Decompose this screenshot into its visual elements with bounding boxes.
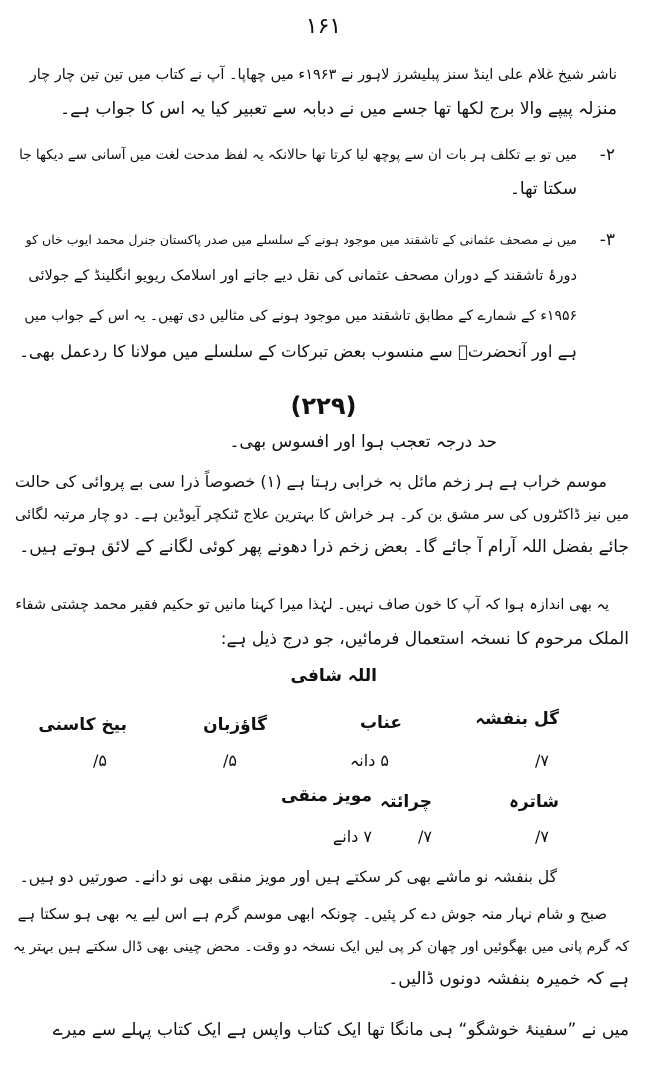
body-line: سکتا تھا۔ <box>509 179 577 199</box>
ingredient-amount: ۵/ <box>93 751 107 770</box>
ingredient-name: بیخ کاسنی <box>38 715 127 735</box>
page-number: ۱۶۱ <box>305 14 342 39</box>
letter-line: میں نیز ڈاکٹروں کی سر مشق بن کر۔ ہر خراش کا بہترین علاج ٹنکچر آیوڈین ہے۔ دو چار مرتبہ لگائی <box>15 507 629 523</box>
letter-line: موسم خراب ہے ہر زخم مائل بہ خرابی رہتا ہے (۱) خصوصاً ذرا سی بے پروائی کی حالت <box>14 472 607 491</box>
ingredient-name: شاترہ <box>508 792 559 812</box>
closing-line: میں نے ”سفینۂ خوشگو“ ہی مانگا تھا ایک کتاب واپس ہے ایک کتاب پہلے سے میرے <box>52 1020 629 1040</box>
list-number: ۲- <box>599 145 615 165</box>
ingredient-name: گل بنفشہ <box>475 709 559 729</box>
closing-line: کہ گرم پانی میں بھگوئیں اور چھان کر پی لیں ایک نسخہ دو وقت۔ محض چینی بھی ڈال سکتے ہیں بہتر یہ <box>13 939 629 955</box>
closing-line: صبح و شام نہار منہ جوش دے کر پئیں۔ چونکہ ابھی موسم گرم ہے اس لیے یہ بھی ہو سکتا ہے <box>17 905 607 923</box>
body-line: ۱۹۵۶ء کے شمارے کے مطابق تاشقند میں موجود ہونے کی مثالیں دی تھیں۔ یہ اس کے جواب میں <box>24 308 577 324</box>
invocation: اللہ شافی <box>290 666 377 686</box>
body-line: میں تو بے تکلف ہر بات ان سے پوچھ لیا کرتا تھا حالانکہ یہ لفظ مدحت لغت میں آسانی سے دیکھا جا <box>19 147 577 163</box>
ingredient-name: گاؤزبان <box>203 715 267 735</box>
body-line: ناشر شیخ غلام علی اینڈ سنز پبلیشرز لاہور نے ۱۹۶۳ء میں چھاپا۔ آپ نے کتاب میں تین تین چار چار <box>29 67 617 83</box>
letter-line: حد درجہ تعجب ہوا اور افسوس بھی۔ <box>229 432 497 452</box>
ingredient-amount: ۷/ <box>418 827 432 846</box>
ingredient-name: چرائتہ <box>380 792 432 812</box>
ingredient-amount: ۷ دانے <box>332 827 372 846</box>
ingredient-amount: ۷/ <box>535 751 549 770</box>
ingredient-name: مویز منقی <box>281 786 372 806</box>
closing-line: گل بنفشہ نو ماشے بھی کر سکتے ہیں اور مویز منقی بھی نو دانے۔ صورتیں دو ہیں۔ <box>19 868 557 886</box>
letter-line: یہ بھی اندازہ ہوا کہ آپ کا خون صاف نہیں۔ لہٰذا میرا کہنا مانیں تو حکیم فقیر محمد چشتی شفاء <box>15 597 609 613</box>
body-line: ہے اور آنحضرتؐ سے منسوب بعض تبرکات کے سلسلے میں مولانا کا ردعمل بھی۔ <box>19 342 577 361</box>
ingredient-amount: ۷/ <box>535 827 549 846</box>
ingredient-amount: ۵/ <box>223 751 237 770</box>
body-line: منزلہ پیپے والا برج لکھا تھا جسے میں نے دبابہ سے تعبیر کیا یہ اس کا جواب ہے۔ <box>60 99 617 119</box>
body-line: دورۂ تاشقند کے دوران مصحف عثمانی کی نقل دیے جانے اور اسلامک ریویو انگلینڈ کے جولائی <box>28 268 577 284</box>
letter-number-heading: (۲۲۹) <box>290 392 357 420</box>
closing-line: ہے کہ خمیرہ بنفشہ دونوں ڈالیں۔ <box>388 969 629 989</box>
body-line: میں نے مصحف عثمانی کے تاشقند میں موجود ہونے کے سلسلے میں صدر پاکستان جنرل محمد ایوب خاں کو <box>25 232 577 247</box>
letter-line: الملک مرحوم کا نسخہ استعمال فرمائیں، جو درج ذیل ہے: <box>220 629 629 649</box>
ingredient-name: عناب <box>359 713 402 733</box>
letter-line: جائے بفضل اللہ آرام آ جائے گا۔ بعض زخم ذرا دھونے پھر کوئی لگانے کے لائق ہوتے ہیں۔ <box>19 537 629 557</box>
ingredient-amount: ۵ دانہ <box>349 751 389 770</box>
list-number: ۳- <box>599 230 615 250</box>
